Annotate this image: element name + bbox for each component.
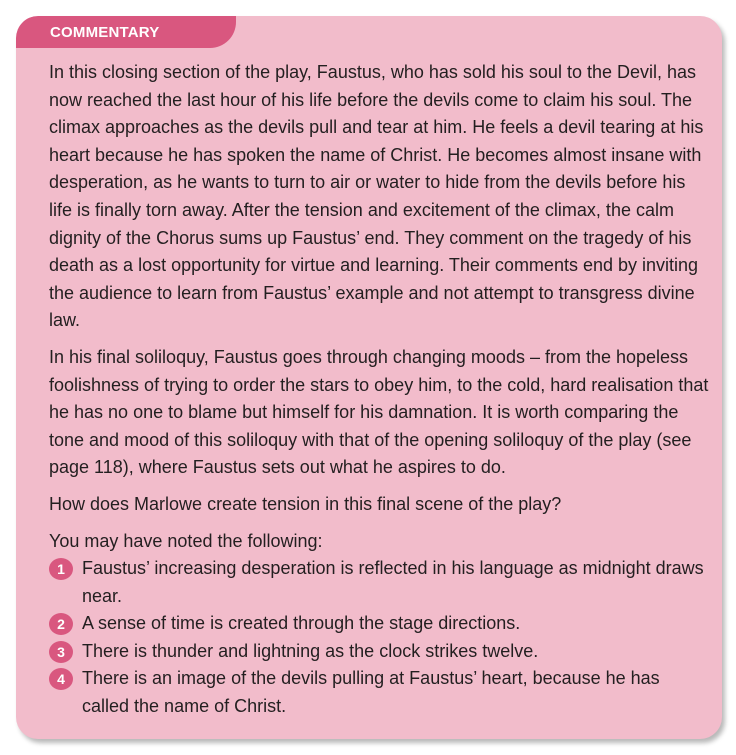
list-item-text: A sense of time is created through the stage directions. bbox=[82, 613, 521, 634]
numbered-list bbox=[49, 555, 709, 721]
list-item bbox=[49, 555, 709, 610]
commentary-header-label: COMMENTARY bbox=[50, 24, 160, 41]
list-item-text: There is an image of the devils pulling at Faustus’ heart, because he has called the name of Christ. bbox=[82, 668, 660, 717]
paragraph-final-soliloquy: In his final soliloquy, Faustus goes through changing moods – from the hopeless foolishness of trying to order the stars to obey him, to the cold, hard realisation that he has no one to blame but himself for his damnation. It is worth comparing the tone and mood of this soliloquy with that of the opening soliloquy of the play (see page 118), where Faustus sets out what he aspires to do. bbox=[49, 346, 709, 478]
list-item bbox=[49, 638, 709, 666]
list-item bbox=[49, 610, 709, 638]
question-text: How does Marlowe create tension in this final scene of the play? bbox=[49, 493, 562, 514]
number-badge: 4 bbox=[49, 668, 73, 690]
list-intro: You may have noted the following: bbox=[49, 530, 323, 551]
number-badge: 3 bbox=[49, 641, 73, 663]
commentary-header-tab bbox=[16, 16, 236, 48]
number-badge: 2 bbox=[49, 613, 73, 635]
paragraph-closing-section: In this closing section of the play, Faustus, who has sold his soul to the Devil, has now reached the last hour of his life before the devils come to claim his soul. The climax approaches as the devils pull and tear at him. He feels a devil tearing at his heart because he has spoken the name of Christ. He becomes almost insane with desperation, as he wants to turn to air or water to hide from the devils before his life is finally torn away. After the tension and excitement of the climax, the calm dignity of the Chorus sums up Faustus’ end. They comment on the tragedy of his death as a lost opportunity for virtue and learning. Their comments end by inviting the audience to learn from Faustus’ example and not attempt to transgress divine law. bbox=[49, 62, 704, 331]
list-item-text: Faustus’ increasing desperation is reflected in his language as midnight draws near. bbox=[82, 558, 704, 606]
number-badge: 1 bbox=[49, 558, 73, 580]
commentary-panel bbox=[16, 16, 722, 739]
list-item-text: There is thunder and lightning as the clock strikes twelve. bbox=[82, 640, 539, 661]
list-item bbox=[49, 665, 709, 720]
commentary-content bbox=[49, 59, 709, 721]
